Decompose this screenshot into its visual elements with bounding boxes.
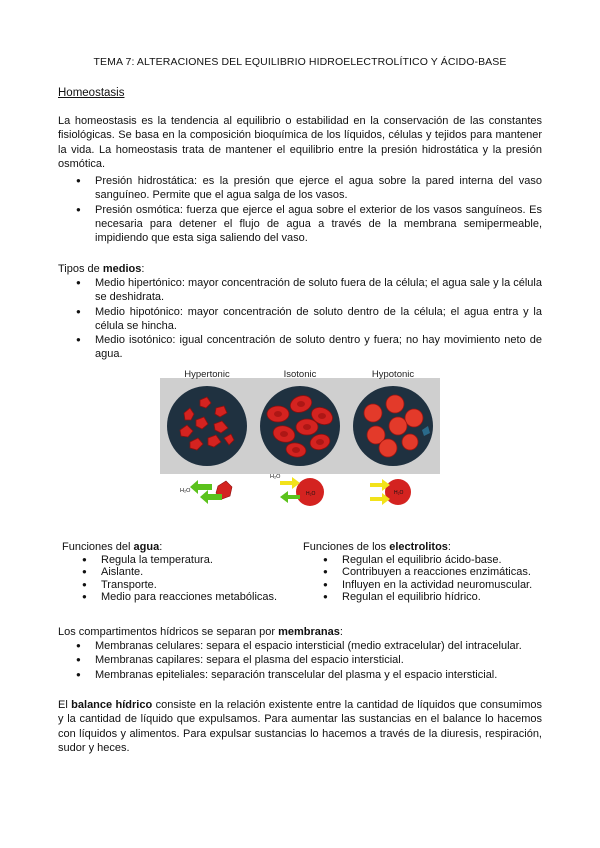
- membranas-list: [76, 639, 546, 682]
- list-item: ● Regulan el equilibrio ácido-base.: [323, 554, 553, 567]
- list-item: ● Membranas epiteliales: separación transcelular del plasma y el espacio intersticial.: [76, 668, 546, 682]
- pressure-list: [76, 174, 542, 245]
- list-item: ● Presión hidrostática: es la presión que ejerce el agua sobre la pared interna del vaso sanguíneo. Permite que el agua salga de los vasos.: [76, 174, 542, 203]
- medios-intro: Tipos de medios:: [58, 263, 145, 275]
- list-item: ● Medio para reacciones metabólicas.: [82, 591, 292, 604]
- list-item: ● Contribuyen a reacciones enzimáticas.: [323, 566, 553, 579]
- list-item: ● Presión osmótica: fuerza que ejerce el agua sobre el exterior de los vasos sanguíneos. Es necesaria para detener el flujo de agua a través de la membrana semipermeable, impidiendo que esta siga saliendo del vaso.: [76, 203, 542, 246]
- hypotonic-dish: [353, 386, 433, 466]
- electrolitos-functions: [303, 541, 553, 604]
- list-item: ● Medio hipertónico: mayor concentración de soluto fuera de la célula; el agua sale y la célula se deshidrata.: [76, 276, 542, 305]
- list-item: ● Aislante.: [82, 566, 292, 579]
- svg-text:H₂O: H₂O: [306, 491, 316, 497]
- list-item: ● Medio isotónico: igual concentración de soluto dentro y fuera; no hay movimiento neto de agua.: [76, 333, 542, 362]
- agua-heading: Funciones del agua:: [62, 541, 163, 553]
- water-out-arrows-icon: [180, 480, 232, 504]
- membranas-intro: Los compartimentos hídricos se separan por membranas:: [58, 626, 343, 638]
- list-item: ● Transporte.: [82, 579, 292, 592]
- electrolitos-list: [323, 554, 553, 604]
- list-item: ● Medio hipotónico: mayor concentración de soluto dentro de la célula; el agua entra y la célula se hincha.: [76, 305, 542, 334]
- agua-functions: [62, 541, 292, 604]
- medios-list: [76, 276, 542, 362]
- document-title: TEMA 7: ALTERACIONES DEL EQUILIBRIO HIDROELECTROLÍTICO Y ÁCIDO-BASE: [93, 56, 507, 68]
- section-heading-homeostasis: Homeostasis: [58, 87, 125, 99]
- tonicity-figure: [160, 368, 440, 518]
- list-item: ● Membranas capilares: separa el plasma del espacio intersticial.: [76, 653, 546, 667]
- svg-text:H₂O: H₂O: [270, 474, 281, 480]
- isotonic-dish: [260, 386, 340, 466]
- tonicity-illustration: [160, 368, 440, 518]
- homeostasis-paragraph: La homeostasis es la tendencia al equilibrio o estabilidad en la conservación de las constantes fisiológicas. Se basa en la composición bioquímica de los líquidos, células y tejidos para mantener la vida. La homeostasis trata de mantener el equilibrio entre la presión hidrostática y la presión osmótica.: [58, 115, 542, 170]
- list-item: ● Regulan el equilibrio hídrico.: [323, 591, 553, 604]
- hypertonic-dish: [167, 386, 247, 466]
- label-isotonic: Isotonic: [283, 369, 317, 380]
- agua-list: [82, 554, 292, 604]
- list-item: ● Influyen en la actividad neuromuscular.: [323, 579, 553, 592]
- electrolitos-heading: Funciones de los electrolitos:: [303, 541, 451, 553]
- list-item: ● Regula la temperatura.: [82, 554, 292, 567]
- water-balance-arrows-icon: [270, 474, 324, 506]
- label-hypotonic: Hypotonic: [371, 369, 415, 380]
- svg-text:H₂O: H₂O: [180, 488, 191, 494]
- water-in-arrows-icon: [370, 479, 411, 505]
- list-item: ● Membranas celulares: separa el espacio intersticial (medio extracelular) del intracelular.: [76, 639, 546, 653]
- label-hypertonic: Hypertonic: [184, 369, 230, 380]
- balance-paragraph: El balance hídrico consiste en la relación existente entre la cantidad de líquidos que consumimos y la cantidad de líquido que expulsamos. Para aumentar las sustancias en el balance lo hacemos con líquidos y alimentos. Para expulsar sustancias lo hacemos a través de la diuresis, respiración, sudor y heces.: [58, 699, 542, 754]
- svg-text:H₂O: H₂O: [394, 490, 404, 496]
